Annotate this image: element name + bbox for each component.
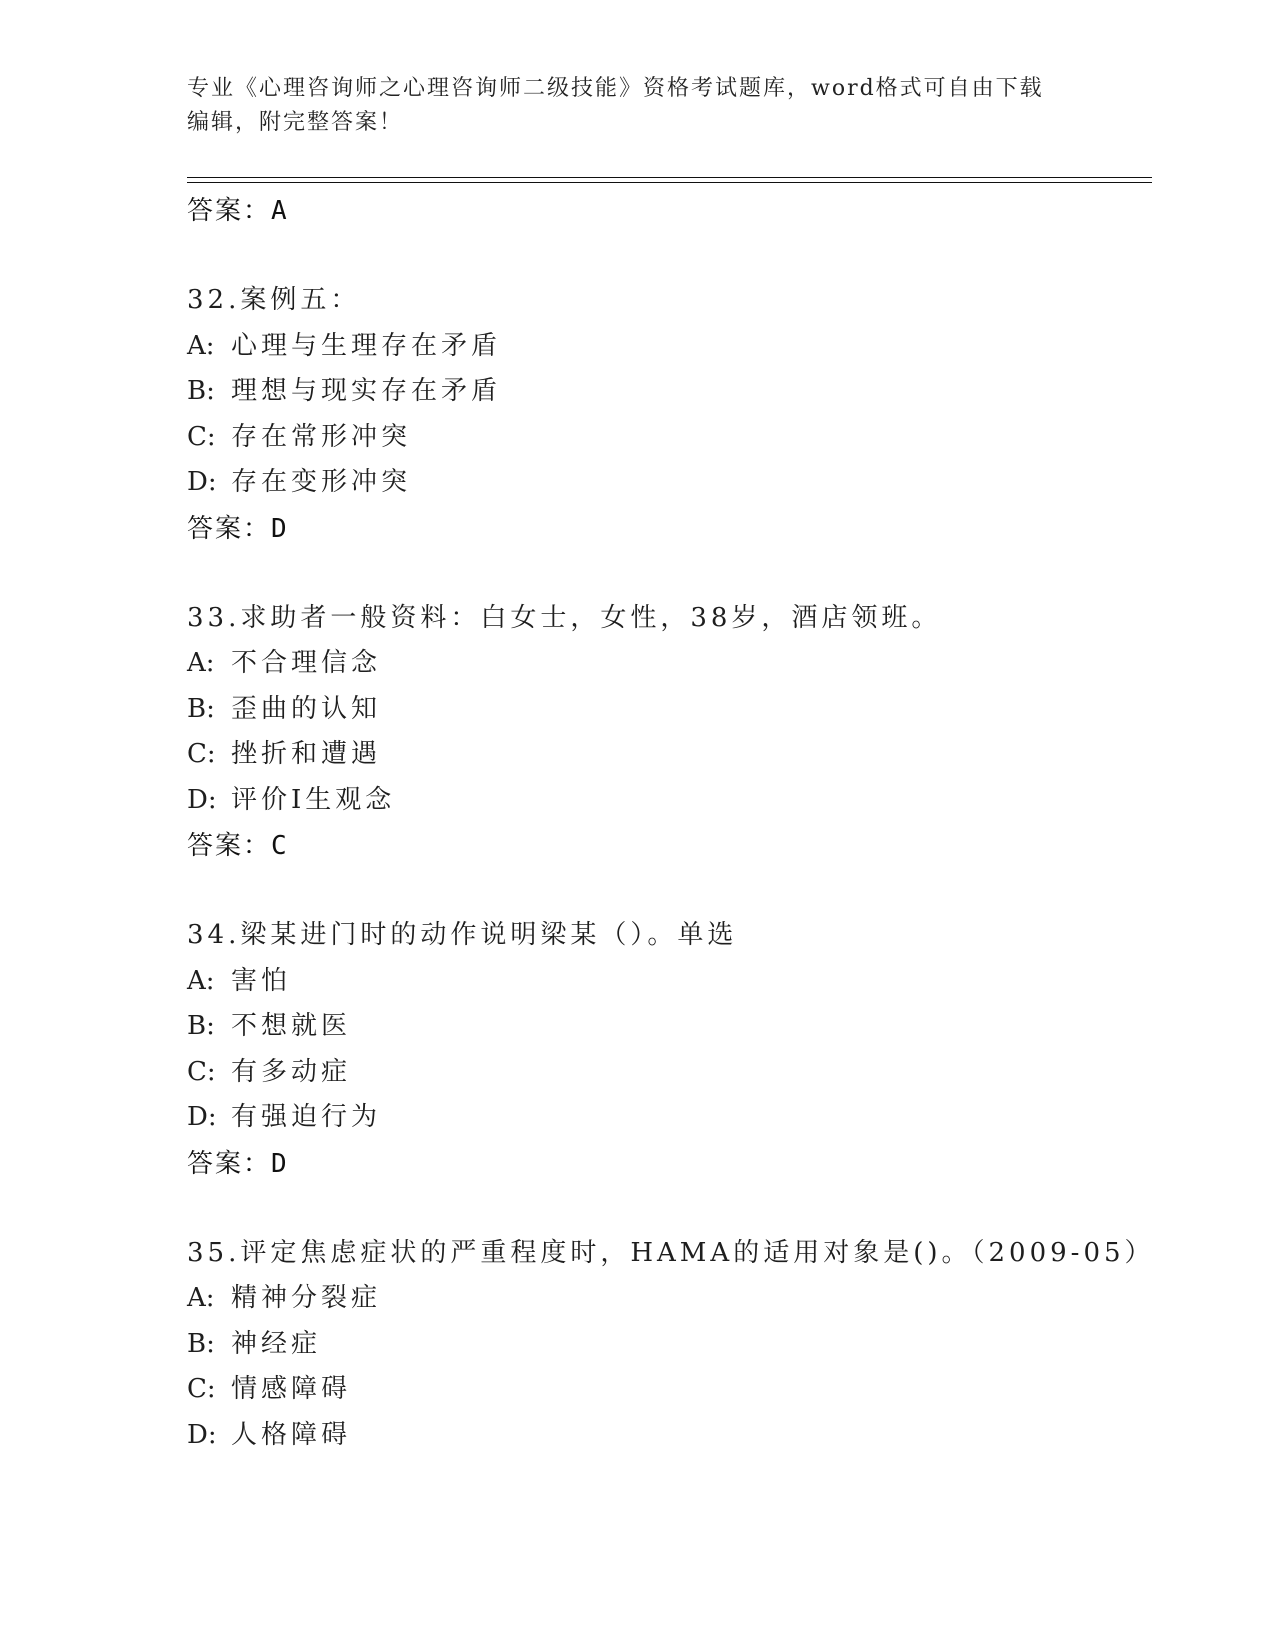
question-block-32 <box>187 278 1147 552</box>
option-text: 情感障碍 <box>231 1374 352 1404</box>
option-letter: B: <box>187 693 215 724</box>
question-text: 33.求助者一般资料：白女士，女性，38岁，酒店领班。 <box>187 602 942 633</box>
option-text: 精神分裂症 <box>231 1283 382 1313</box>
question-block-34 <box>187 913 1147 1187</box>
option-letter: C: <box>187 421 216 452</box>
option-text: 挫折和遭遇 <box>231 739 382 769</box>
option-letter: C: <box>187 1374 216 1404</box>
header-divider-bottom <box>187 182 1152 183</box>
answer-line <box>187 188 1147 234</box>
answer-value: A <box>271 196 289 226</box>
option-letter: B: <box>187 1011 215 1041</box>
option-text: 理想与现实存在矛盾 <box>231 376 502 406</box>
option-text: 评价I生观念 <box>231 784 396 815</box>
header-line-1: 专业《心理咨询师之心理咨询师二级技能》资格考试题库，word格式可自由下载 <box>187 76 1044 101</box>
answer-label: 答案： <box>187 513 272 544</box>
header-divider-top <box>187 177 1152 178</box>
option-d <box>187 1095 1147 1141</box>
option-letter: C: <box>187 739 216 769</box>
option-text: 心理与生理存在矛盾 <box>231 330 502 361</box>
answer-value: D <box>271 1148 289 1179</box>
option-letter: A: <box>187 965 215 996</box>
option-letter: D: <box>187 1419 217 1450</box>
option-text: 不合理信念 <box>231 648 382 678</box>
option-b <box>187 1004 1147 1050</box>
option-c <box>187 1367 1147 1413</box>
option-letter: C: <box>187 1056 216 1087</box>
answer-label: 答案： <box>187 1148 272 1179</box>
option-letter: A: <box>187 330 215 361</box>
option-text: 有强迫行为 <box>231 1102 382 1132</box>
question-block-35 <box>187 1231 1155 1459</box>
answer-line <box>187 506 1147 552</box>
option-a <box>187 959 1147 1005</box>
option-b <box>187 1322 1147 1368</box>
option-letter: A: <box>187 648 215 678</box>
option-text: 歪曲的认知 <box>231 693 382 724</box>
option-b <box>187 687 1147 733</box>
answer-label: 答案： <box>187 831 272 861</box>
question-text: 32.案例五： <box>187 285 361 315</box>
question-list <box>187 188 1155 1458</box>
answer-value: C <box>271 831 289 861</box>
question-text: 35.评定焦虑症状的严重程度时，HAMA的适用对象是()。（2009-05） <box>187 1237 1155 1268</box>
option-text: 不想就医 <box>231 1011 352 1041</box>
answer-label: 答案： <box>187 196 272 226</box>
option-letter: B: <box>187 376 215 406</box>
option-a <box>187 1276 1147 1322</box>
option-letter: D: <box>187 467 217 497</box>
option-letter: A: <box>187 1283 215 1313</box>
option-text: 神经症 <box>231 1328 322 1359</box>
document-header <box>187 72 1067 140</box>
answer-line <box>187 823 1147 869</box>
option-b <box>187 369 1147 415</box>
option-a <box>187 324 1147 370</box>
option-c <box>187 415 1147 461</box>
question-block-33 <box>187 596 1147 870</box>
option-letter: B: <box>187 1328 215 1359</box>
option-d <box>187 778 1147 824</box>
answer-line <box>187 1141 1147 1187</box>
header-line-2: 编辑，附完整答案！ <box>187 110 404 135</box>
option-letter: D: <box>187 784 217 815</box>
answer-value: D <box>271 513 289 544</box>
option-text: 害怕 <box>231 965 292 996</box>
option-d <box>187 1413 1147 1459</box>
option-c <box>187 1050 1147 1096</box>
option-text: 有多动症 <box>231 1056 352 1087</box>
option-d <box>187 460 1147 506</box>
option-a <box>187 641 1147 687</box>
option-text: 存在变形冲突 <box>231 467 412 497</box>
option-text: 存在常形冲突 <box>231 421 412 452</box>
question-text: 34.梁某进门时的动作说明梁某（）。单选 <box>187 920 738 950</box>
option-letter: D: <box>187 1102 217 1132</box>
option-text: 人格障碍 <box>231 1419 352 1450</box>
option-c <box>187 732 1147 778</box>
